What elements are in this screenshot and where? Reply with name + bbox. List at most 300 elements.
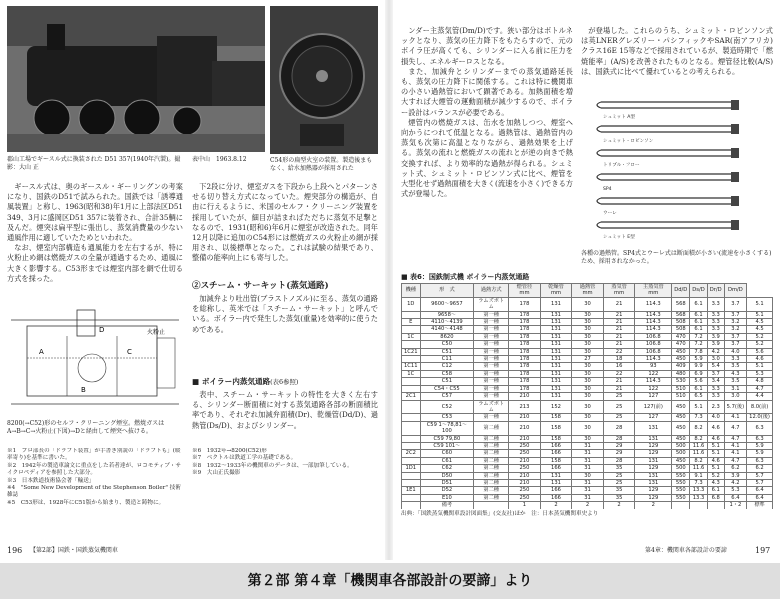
table-cell: 6.1 <box>690 385 707 392</box>
footnote: ※3 日本鉄道技術協会著「輸送」 <box>7 477 95 484</box>
footnotes-right <box>192 448 378 540</box>
table-cell: 8.2 <box>690 421 707 435</box>
table-cell: 114.3 <box>635 326 672 333</box>
table-cell: 5.9 <box>747 442 773 449</box>
table-cell: 31 <box>572 457 604 464</box>
table-cell <box>402 479 421 486</box>
table-row <box>402 442 773 449</box>
table-row <box>402 326 773 333</box>
table-header-cell: Ds/D <box>690 284 707 298</box>
locomotive-photo <box>7 6 265 152</box>
table-cell: 129 <box>635 450 672 457</box>
table-cell: C51 <box>420 348 474 355</box>
table-cell: 2.3 <box>707 400 724 414</box>
paragraph: が登場した。これらのうち、シュミット・ロビンソン式は英LNERグレズリー・パシフィックやSAR(南アフリカ)クラス16E 15等などで採用されているが、製造時期で「燃焼能率」(A/S)を改善されたものとなる。煙管径比較(A/S)は、国鉄式に比べて優れているとの考えられる。 <box>581 26 773 76</box>
table-cell: 6.2 <box>747 465 773 472</box>
table-cell: 568 <box>672 297 690 311</box>
table-cell: 7.2 <box>690 333 707 340</box>
table-cell: 30 <box>572 370 604 377</box>
table-cell: 2 <box>603 502 635 509</box>
paragraph: ギースル式は、奥のギースル・ギーリングンの考案になり、国鉄のD51で試みられた。国鉄では「誘導通風装置」と称し、1963(昭和38)年1月に上部法区D51 349、3月に盛岡区D51 357に装着され、合計35輌に及んだ。煙突は扁平型に張出し、蒸気消費量の少ない通風作用に適していたためといわれた。 <box>7 182 183 243</box>
superheater-label-4: SP4 <box>603 187 612 192</box>
table-cell: 3.5 <box>724 363 747 370</box>
table-cell: 3.9 <box>724 472 747 479</box>
table-cell: 158 <box>540 435 572 442</box>
table-cell: 450 <box>672 356 690 363</box>
diagram-caption: 8200(→C52)形のセルフ・クリーニング煙室。燃焼ガスはA→B→C→火粉止(下図)→Dと経由して煙突へ抜ける。 <box>7 420 165 435</box>
table-cell: 27 <box>572 356 604 363</box>
table-cell: 第二種 <box>474 465 509 472</box>
paragraph: 加減弁より吐出管(ブラストノズル)に至る、蒸気の通路を総称し、英米では「スチーム・サーキット」と呼んでいる。ボイラー内で発生した蒸気(重量)を効率的に使うためである。 <box>192 294 378 334</box>
table-cell: 第一種 <box>474 370 509 377</box>
table-header-cell: 煙管径 mm <box>509 284 541 298</box>
table-cell: 22 <box>603 348 635 355</box>
table-cell: D52 <box>420 487 474 494</box>
left-col2c-text <box>192 390 378 448</box>
table-cell: 30 <box>572 363 604 370</box>
left-page-footer: 【第2部】国鉄・国鉄蒸気機関車 <box>30 547 118 554</box>
table-cell: 508 <box>672 326 690 333</box>
table-cell: 3.7 <box>724 333 747 340</box>
table-cell: 450 <box>672 421 690 435</box>
table-cell: 3.3 <box>707 311 724 318</box>
table-cell: 6.4 <box>747 494 773 501</box>
table-cell: 5.1 <box>707 465 724 472</box>
table-cell: 129 <box>635 465 672 472</box>
table-cell: 第一種 <box>474 393 509 400</box>
steam-passage-table <box>401 283 773 509</box>
table-cell <box>402 502 421 509</box>
table-cell: 250 <box>509 487 541 494</box>
table-cell: 129 <box>635 494 672 501</box>
table-cell: 131 <box>635 421 672 435</box>
footnotes-left <box>7 448 185 540</box>
table-cell <box>402 326 421 333</box>
table-header-cell: 過熱方式 <box>474 284 509 298</box>
table-cell: 35 <box>603 487 635 494</box>
table-cell: 8.2 <box>690 457 707 464</box>
table-cell: 530 <box>672 378 690 385</box>
table-cell: 9600～9657 <box>420 297 474 311</box>
table-cell: 5.1 <box>707 450 724 457</box>
table-cell: ラムズボトム <box>474 400 509 414</box>
table-cell: 4.4 <box>747 393 773 400</box>
table-row <box>402 385 773 392</box>
table-cell: 500 <box>672 442 690 449</box>
table-cell: 1C21 <box>402 348 421 355</box>
boiler-steam-heading <box>192 376 378 387</box>
table-cell: 35 <box>603 465 635 472</box>
photo3-caption: C54形の扁型火室の装置。製造後まもなく、給水加熱器が採用された <box>270 157 373 172</box>
table-cell: 22 <box>603 370 635 377</box>
table-cell: 3.4 <box>707 378 724 385</box>
table-cell: 6.3 <box>747 435 773 442</box>
table-notes: 出典：「国鉄蒸気機関車設計図面集」(交友社)ほか 注：日本蒸気機関車史より <box>401 511 599 517</box>
table-cell: 4.6 <box>707 421 724 435</box>
boiler-steam-heading-ref: (表6参照) <box>270 378 299 386</box>
table-cell: D51 <box>420 479 474 486</box>
table-cell: 第二種 <box>474 487 509 494</box>
table-cell: 3.3 <box>707 385 724 392</box>
table-cell: 30 <box>572 378 604 385</box>
footnote: ※2 1942年の製造車論文に重点をした若者達が、ロコモティブ・サイクロペディアを参照した大部分。 <box>7 462 181 477</box>
table-cell: 178 <box>509 370 541 377</box>
table-cell: 4.1 <box>724 450 747 457</box>
table-header-cell: 主蒸気管 mm <box>635 284 672 298</box>
boiler-steam-heading-text: ■ ボイラー内蒸気通路 <box>192 377 271 386</box>
table-cell: 5.3 <box>724 487 747 494</box>
table-cell: 131 <box>540 393 572 400</box>
table-cell: 213 <box>509 400 541 414</box>
table-cell: 2 <box>635 502 672 509</box>
table-cell: 178 <box>509 385 541 392</box>
table-cell: ラムズボトム <box>474 297 509 311</box>
table-cell: 1D <box>402 297 421 311</box>
footnote: ※4 "Some New Development of the Stephenson Boiler" 技術雑誌 <box>7 485 181 499</box>
table-cell: 第二種 <box>474 435 509 442</box>
page-gutter <box>385 0 393 560</box>
table-cell: 550 <box>672 487 690 494</box>
table-cell: 5.6 <box>747 348 773 355</box>
table-cell: 第二種 <box>474 472 509 479</box>
table-cell: 第二種 <box>474 457 509 464</box>
table-cell: 3.7 <box>724 341 747 348</box>
table-cell: 131 <box>540 297 572 311</box>
table-cell: E10 <box>420 494 474 501</box>
table-cell: 1・2 <box>724 502 747 509</box>
table-cell <box>707 502 724 509</box>
table-cell: 30 <box>572 297 604 311</box>
smokebox-diagram <box>7 308 183 416</box>
table-cell: 第一種 <box>474 333 509 340</box>
table-cell: 5.1 <box>747 311 773 318</box>
table-cell: 29 <box>603 442 635 449</box>
table-row <box>402 333 773 340</box>
table-cell: 114.3 <box>635 311 672 318</box>
table-cell: 11.6 <box>690 450 707 457</box>
superheater-label-3: トリプル・フロー <box>603 163 640 168</box>
table-cell: 158 <box>540 457 572 464</box>
table-cell: 106.8 <box>635 348 672 355</box>
table-cell: 480 <box>672 370 690 377</box>
table-cell: 5.2 <box>707 472 724 479</box>
footnote: ※8 1932～1933年の機関車のデータは、一部加筆している。 <box>192 462 353 469</box>
table-cell: 4.3 <box>724 370 747 377</box>
table-cell: 129 <box>635 442 672 449</box>
paragraph: なお、煙室内部構造も通風能力を左右するが、特に火粉止め網は燃焼ガスの全量が通過するため、通風に大きく影響する。C53形までは煙室内部を網で仕切る方式を採った。 <box>7 243 183 283</box>
table-cell <box>402 457 421 464</box>
table-cell: 2 <box>572 502 604 509</box>
table-cell: 6.2 <box>724 465 747 472</box>
table-cell: 13.3 <box>690 494 707 501</box>
table-cell <box>402 494 421 501</box>
table-cell: 30 <box>572 393 604 400</box>
table-cell: 4.0 <box>707 414 724 421</box>
table-cell <box>402 385 421 392</box>
table-cell: 131 <box>635 472 672 479</box>
table-cell: C58 <box>420 370 474 377</box>
table-cell: 166 <box>540 465 572 472</box>
table-cell: 第二種 <box>474 421 509 435</box>
table-header-cell: 機種 <box>402 284 421 298</box>
table-cell: 第一種 <box>474 348 509 355</box>
table-cell: 第二種 <box>474 450 509 457</box>
table-cell: 3.2 <box>724 326 747 333</box>
table-cell: 21 <box>603 341 635 348</box>
table-cell: 470 <box>672 333 690 340</box>
table-cell: 30 <box>572 414 604 421</box>
table-cell: 30 <box>572 341 604 348</box>
table-cell: 210 <box>509 421 541 435</box>
table-cell: 131 <box>540 356 572 363</box>
table-cell: 25 <box>603 472 635 479</box>
table-cell: 30 <box>572 400 604 414</box>
table-cell: 450 <box>672 400 690 414</box>
table-cell: 1C11 <box>402 363 421 370</box>
footnote: ※7 ベクトルは鉄道工学の基礎である。 <box>192 455 297 462</box>
table-cell: 3.1 <box>724 385 747 392</box>
table-cell: 470 <box>672 341 690 348</box>
table-cell: 131 <box>635 435 672 442</box>
table-cell: 131 <box>540 479 572 486</box>
table-cell: 1C <box>402 333 421 340</box>
table-cell: 21 <box>603 319 635 326</box>
table-row <box>402 435 773 442</box>
table-cell: 210 <box>509 435 541 442</box>
table-cell: 152 <box>540 400 572 414</box>
diagram-label-c: C <box>127 348 132 356</box>
table-cell: 30 <box>572 421 604 435</box>
table-cell: 178 <box>509 297 541 311</box>
table-cell: 30 <box>572 333 604 340</box>
table-cell: 第二種 <box>474 494 509 501</box>
table-cell: 11.6 <box>690 442 707 449</box>
table-cell: 500 <box>672 465 690 472</box>
table-cell: 3.0 <box>724 393 747 400</box>
table-cell: C12 <box>420 363 474 370</box>
table-cell: C59 101～ <box>420 442 474 449</box>
table-cell: 131 <box>635 479 672 486</box>
table-cell: 4.5 <box>747 326 773 333</box>
table-cell: 4140～4148 <box>420 326 474 333</box>
table-cell: 3.7 <box>707 370 724 377</box>
table-cell: 6.5 <box>690 393 707 400</box>
table-cell: 131 <box>540 341 572 348</box>
table-cell: 178 <box>509 311 541 318</box>
left-col2-text <box>192 182 378 274</box>
table-cell <box>402 414 421 421</box>
table-cell: 3.0 <box>707 356 724 363</box>
table-row <box>402 502 773 509</box>
table-cell: C59 79,80 <box>420 435 474 442</box>
bottom-caption: 第２部 第４章「機関車各部設計の要諦」より <box>247 573 533 589</box>
table-cell: 450 <box>672 414 690 421</box>
table-cell: 3.9 <box>707 333 724 340</box>
table-cell: 28 <box>603 421 635 435</box>
table-cell: 5.7 <box>747 472 773 479</box>
table-cell: 21 <box>603 385 635 392</box>
table-cell: 210 <box>509 479 541 486</box>
paragraph: 下2段に分け、煙室ガスを下段から上段へとパターンさせる切り替え方式になっていた。煙突部分の構造が、自由に行えるように、米国のセルフ・クリーニング装置を採用していたが、細目が詰まればただちに蒸気不足撃となるので、1931(昭和6)年6月に煙室が改造された。同年12月以降に追加のC54形には燃焼ガスの火粉止め網が採用され、以後標準となった。これは試験の結果であり、整備の能率向上にも寄与した。 <box>192 182 378 263</box>
table-cell: 3.3 <box>707 393 724 400</box>
table-cell: D50 <box>420 472 474 479</box>
table-cell: 1D1 <box>402 465 421 472</box>
table-cell: 3.3 <box>707 319 724 326</box>
superheater-figure <box>581 92 773 248</box>
table-cell: 550 <box>672 479 690 486</box>
table-cell: 4.2 <box>707 348 724 355</box>
table-cell: 250 <box>509 450 541 457</box>
table-header-cell: Dr/D <box>707 284 724 298</box>
table-cell: 6.1 <box>690 326 707 333</box>
table-cell: 5.6 <box>690 378 707 385</box>
table-row <box>402 356 773 363</box>
table-cell: 25 <box>603 400 635 414</box>
table-cell: 30 <box>572 348 604 355</box>
table-cell: 31 <box>572 450 604 457</box>
table-cell: 106.8 <box>635 341 672 348</box>
table-cell: 5.4 <box>707 363 724 370</box>
table-cell: 131 <box>540 319 572 326</box>
table-cell: 第一種 <box>474 385 509 392</box>
table-header-cell: 乾燥管 mm <box>540 284 572 298</box>
table-cell <box>402 442 421 449</box>
table-cell: 4.3 <box>707 479 724 486</box>
photo1-caption: 郡山工場でギースル式に換装された D51 357(1940年汽製)。撮影：大山 正 <box>7 156 181 171</box>
footnote: ※1 プロ部長の「ドラフト装置」が手書き別説の「ドラフトも」(暖率寄り)を基準に書いた。 <box>7 448 181 462</box>
table-row <box>402 393 773 400</box>
table-cell: 131 <box>540 370 572 377</box>
table-header-row <box>402 284 773 298</box>
table-row <box>402 319 773 326</box>
table-cell: 21 <box>603 311 635 318</box>
table-cell <box>690 502 707 509</box>
table-cell <box>474 502 509 509</box>
table-cell: 5.2 <box>747 333 773 340</box>
table-cell: 131 <box>540 311 572 318</box>
paragraph: 表中、スチーム・サーキットの特性を大きく左右する、シリンダー断面積に対する蒸気通路各部の断面積比率であり、それぞれ加減弁面積(Dr)、乾燥管(Dd/D)、過熱管(Ds/D)、およびシリンダー。 <box>192 390 378 430</box>
paragraph: ンダー主蒸気管(Dm/D)です。狭い部分はボトルネックとなり、蒸気の圧力降下をもたらすので、元のボイラ圧が高くても、シリンダーに入る前に圧力を損失し、エネルギーロスとなる。 <box>401 26 573 66</box>
table-cell: 5.9 <box>690 356 707 363</box>
photo2-caption: 表中山 1963.8.12 <box>192 156 247 163</box>
table-cell: 30 <box>572 311 604 318</box>
table-cell: 3.3 <box>707 326 724 333</box>
table-cell: 25 <box>603 414 635 421</box>
table-row <box>402 348 773 355</box>
table-cell <box>402 378 421 385</box>
table-cell: 129 <box>635 487 672 494</box>
table-cell: 5.1 <box>690 400 707 414</box>
table-cell: 250 <box>509 494 541 501</box>
table-cell: 第二種 <box>474 479 509 486</box>
table-cell: 5.7(後) <box>724 400 747 414</box>
table-cell: 第一種 <box>474 378 509 385</box>
table-cell: 30 <box>572 472 604 479</box>
table-row <box>402 414 773 421</box>
table-cell: 2 <box>540 502 572 509</box>
footnote: ※6 1932年→8200(C52)形 <box>192 448 267 454</box>
table-cell: 6.1 <box>690 311 707 318</box>
table-cell: 166 <box>540 450 572 457</box>
table-cell: 31 <box>572 479 604 486</box>
diagram-label-a: A <box>39 348 44 356</box>
right-page-number: 197 <box>755 546 771 555</box>
left-page <box>0 0 385 560</box>
footnote: ※9 大山正氏撮影 <box>192 470 241 477</box>
table-cell <box>402 341 421 348</box>
table-cell: 131 <box>540 378 572 385</box>
table-cell: 25 <box>603 393 635 400</box>
table-cell: E <box>402 319 421 326</box>
table-cell: 178 <box>509 356 541 363</box>
table-cell: 158 <box>540 414 572 421</box>
table-cell: 450 <box>672 348 690 355</box>
table-cell: 178 <box>509 363 541 370</box>
table-cell: 25 <box>603 479 635 486</box>
table-cell: 3.7 <box>724 311 747 318</box>
table-cell: 9658～ <box>420 311 474 318</box>
table-cell: 8.0(前) <box>747 400 773 414</box>
table-cell: 122 <box>635 385 672 392</box>
table-cell: 16 <box>603 363 635 370</box>
table-cell: 28 <box>603 457 635 464</box>
table-cell: 5.3 <box>747 370 773 377</box>
table-cell: 7.8 <box>690 348 707 355</box>
table-header-cell: 過熱管 mm <box>572 284 604 298</box>
table-cell: 250 <box>509 442 541 449</box>
table-cell: 131 <box>540 363 572 370</box>
table-cell: 第一種 <box>474 319 509 326</box>
table-cell: 7.3 <box>690 414 707 421</box>
table-cell: 178 <box>509 319 541 326</box>
table-cell: 178 <box>509 326 541 333</box>
table-cell: 4.7 <box>724 435 747 442</box>
table-cell: 114.3 <box>635 297 672 311</box>
table-cell: C59 1～78,81～100 <box>420 421 474 435</box>
table-cell: 6.3 <box>747 457 773 464</box>
table-cell: 9.9 <box>690 363 707 370</box>
table-cell: C53 <box>420 414 474 421</box>
table-row <box>402 400 773 414</box>
table-header-cell: 形 式 <box>420 284 474 298</box>
table-cell: 4.6 <box>747 356 773 363</box>
table-cell: 29 <box>603 450 635 457</box>
table-cell: 6.8 <box>707 494 724 501</box>
table-cell: 3.3 <box>724 356 747 363</box>
superheater-label-5: ウーレ <box>603 211 617 216</box>
table-cell: 178 <box>509 348 541 355</box>
footnote: ※5 C53形は、1928年にC51版から始まり、製造と鋳物に。 <box>7 499 165 506</box>
table-cell: 210 <box>509 393 541 400</box>
table-cell: 8620 <box>420 333 474 340</box>
left-col2b-text <box>192 294 378 366</box>
table-cell: 5.2 <box>747 341 773 348</box>
table-cell <box>402 421 421 435</box>
table-cell: 30 <box>572 326 604 333</box>
table-cell: 114.3 <box>635 356 672 363</box>
table-cell: 4.0 <box>724 348 747 355</box>
smokebox-photo <box>270 6 378 154</box>
table-cell <box>402 311 421 318</box>
table-cell: C11 <box>420 356 474 363</box>
table-cell: C54・C55 <box>420 385 474 392</box>
table-cell: 93 <box>635 363 672 370</box>
table-cell: 131 <box>540 333 572 340</box>
table-cell: 127 <box>635 393 672 400</box>
table-cell: 21 <box>603 326 635 333</box>
table-row <box>402 457 773 464</box>
table-cell: 7.2 <box>690 341 707 348</box>
